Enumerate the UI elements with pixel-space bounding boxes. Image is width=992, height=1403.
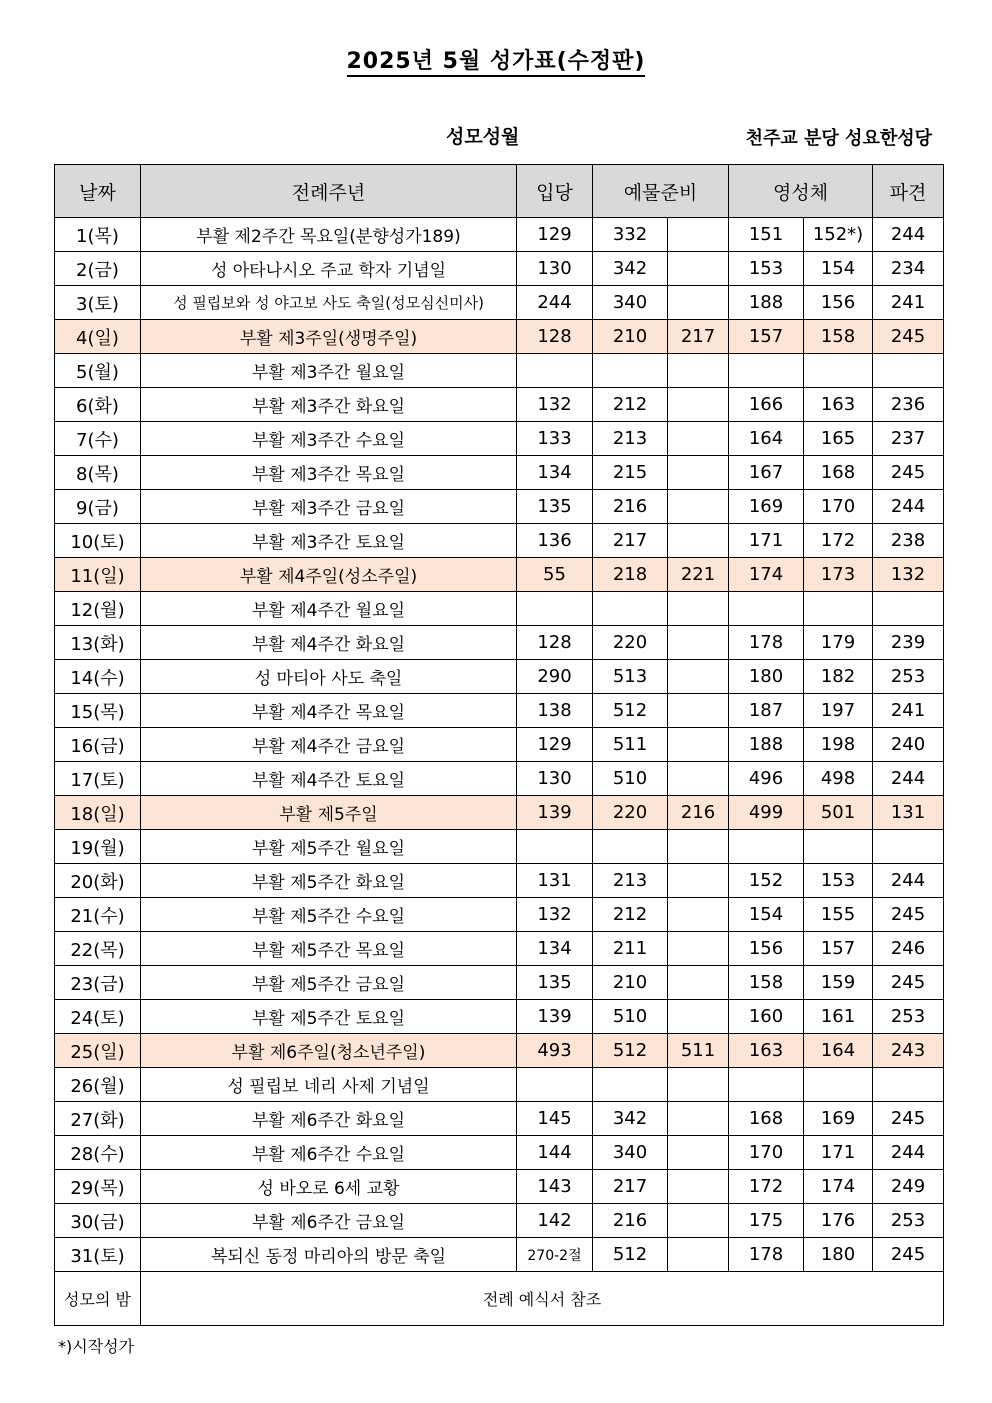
offertory-cell-2	[668, 456, 729, 490]
date-cell: 8(목)	[55, 456, 141, 490]
header-dismissal: 파견	[873, 165, 944, 218]
communion-cell-2: 198	[804, 728, 873, 762]
date-cell: 4(일)	[55, 320, 141, 354]
communion-cell-2: 182	[804, 660, 873, 694]
date-cell: 24(토)	[55, 1000, 141, 1034]
liturgy-cell: 부활 제4주간 월요일	[141, 592, 517, 626]
communion-cell-2: 173	[804, 558, 873, 592]
table-row	[55, 354, 944, 388]
date-cell: 6(화)	[55, 388, 141, 422]
offertory-cell-1	[593, 1068, 668, 1102]
table-row	[55, 626, 944, 660]
offertory-cell-1: 511	[593, 728, 668, 762]
entrance-cell: 128	[517, 320, 593, 354]
liturgy-cell: 부활 제5주간 토요일	[141, 1000, 517, 1034]
offertory-cell-2	[668, 354, 729, 388]
date-cell: 9(금)	[55, 490, 141, 524]
table-row	[55, 1034, 944, 1068]
offertory-cell-2	[668, 728, 729, 762]
liturgy-cell: 부활 제5주일	[141, 796, 517, 830]
table-row	[55, 1102, 944, 1136]
entrance-cell	[517, 592, 593, 626]
liturgy-cell: 성 필립보와 성 야고보 사도 축일(성모심신미사)	[141, 286, 517, 320]
entrance-cell	[517, 1068, 593, 1102]
offertory-cell-2: 217	[668, 320, 729, 354]
footer-text: 전례 예식서 참조	[141, 1272, 944, 1326]
dismissal-cell: 245	[873, 320, 944, 354]
date-cell: 29(목)	[55, 1170, 141, 1204]
communion-cell-2: 152*)	[804, 218, 873, 252]
communion-cell-2: 498	[804, 762, 873, 796]
date-cell: 1(목)	[55, 218, 141, 252]
dismissal-cell	[873, 1068, 944, 1102]
liturgy-cell: 부활 제3주간 금요일	[141, 490, 517, 524]
communion-cell-1	[729, 592, 804, 626]
dismissal-cell: 243	[873, 1034, 944, 1068]
offertory-cell-2	[668, 388, 729, 422]
footer-label: 성모의 밤	[55, 1272, 141, 1326]
table-row	[55, 660, 944, 694]
offertory-cell-1: 212	[593, 388, 668, 422]
offertory-cell-2	[668, 524, 729, 558]
communion-cell-2: 179	[804, 626, 873, 660]
dismissal-cell: 253	[873, 1204, 944, 1238]
header-offertory: 예물준비	[593, 165, 729, 218]
offertory-cell-1: 513	[593, 660, 668, 694]
communion-cell-1: 499	[729, 796, 804, 830]
date-cell: 31(토)	[55, 1238, 141, 1272]
offertory-cell-2	[668, 1000, 729, 1034]
liturgy-cell: 부활 제3주간 화요일	[141, 388, 517, 422]
communion-cell-1: 178	[729, 1238, 804, 1272]
title-text: 2025년 5월 성가표(수정판)	[347, 49, 646, 77]
offertory-cell-2: 511	[668, 1034, 729, 1068]
offertory-cell-1: 213	[593, 422, 668, 456]
table-row	[55, 728, 944, 762]
table-row	[55, 286, 944, 320]
offertory-cell-1: 217	[593, 1170, 668, 1204]
table-row	[55, 490, 944, 524]
offertory-cell-1: 212	[593, 898, 668, 932]
date-cell: 14(수)	[55, 660, 141, 694]
offertory-cell-1	[593, 354, 668, 388]
communion-cell-2: 168	[804, 456, 873, 490]
dismissal-cell	[873, 830, 944, 864]
dismissal-cell: 244	[873, 218, 944, 252]
dismissal-cell: 245	[873, 898, 944, 932]
dismissal-cell: 239	[873, 626, 944, 660]
communion-cell-2: 180	[804, 1238, 873, 1272]
dismissal-cell: 237	[873, 422, 944, 456]
date-cell: 3(토)	[55, 286, 141, 320]
table-row	[55, 898, 944, 932]
dismissal-cell: 241	[873, 694, 944, 728]
date-cell: 26(월)	[55, 1068, 141, 1102]
offertory-cell-1: 510	[593, 1000, 668, 1034]
date-cell: 22(목)	[55, 932, 141, 966]
date-cell: 21(수)	[55, 898, 141, 932]
entrance-cell: 133	[517, 422, 593, 456]
dismissal-cell: 253	[873, 1000, 944, 1034]
hymn-schedule-table	[54, 164, 944, 1326]
communion-cell-1: 169	[729, 490, 804, 524]
offertory-cell-1: 220	[593, 796, 668, 830]
date-cell: 18(일)	[55, 796, 141, 830]
liturgy-cell: 부활 제3주일(생명주일)	[141, 320, 517, 354]
table-row	[55, 796, 944, 830]
entrance-cell	[517, 354, 593, 388]
header-date: 날짜	[55, 165, 141, 218]
communion-cell-1: 163	[729, 1034, 804, 1068]
table-row	[55, 1170, 944, 1204]
dismissal-cell: 246	[873, 932, 944, 966]
offertory-cell-2	[668, 422, 729, 456]
date-cell: 28(수)	[55, 1136, 141, 1170]
offertory-cell-1: 342	[593, 252, 668, 286]
table-row	[55, 864, 944, 898]
dismissal-cell: 244	[873, 762, 944, 796]
date-cell: 23(금)	[55, 966, 141, 1000]
offertory-cell-2	[668, 898, 729, 932]
entrance-cell: 143	[517, 1170, 593, 1204]
date-cell: 16(금)	[55, 728, 141, 762]
liturgy-cell: 부활 제6주간 화요일	[141, 1102, 517, 1136]
entrance-cell: 131	[517, 864, 593, 898]
offertory-cell-1: 512	[593, 1238, 668, 1272]
entrance-cell: 130	[517, 762, 593, 796]
liturgy-cell: 부활 제3주간 토요일	[141, 524, 517, 558]
offertory-cell-2	[668, 864, 729, 898]
header-communion: 영성체	[729, 165, 873, 218]
dismissal-cell: 244	[873, 490, 944, 524]
communion-cell-2: 159	[804, 966, 873, 1000]
communion-cell-2	[804, 1068, 873, 1102]
liturgy-cell: 부활 제5주간 수요일	[141, 898, 517, 932]
entrance-cell: 55	[517, 558, 593, 592]
footnote: *)시작성가	[58, 1337, 135, 1356]
liturgy-cell: 성 바오로 6세 교황	[141, 1170, 517, 1204]
communion-cell-1: 157	[729, 320, 804, 354]
liturgy-cell: 부활 제4주간 목요일	[141, 694, 517, 728]
communion-cell-2: 197	[804, 694, 873, 728]
communion-cell-1: 156	[729, 932, 804, 966]
offertory-cell-1: 340	[593, 286, 668, 320]
table-row	[55, 1068, 944, 1102]
communion-cell-2: 153	[804, 864, 873, 898]
table-row	[55, 1204, 944, 1238]
communion-cell-1: 172	[729, 1170, 804, 1204]
offertory-cell-2	[668, 932, 729, 966]
communion-cell-2: 158	[804, 320, 873, 354]
date-cell: 7(수)	[55, 422, 141, 456]
offertory-cell-2	[668, 592, 729, 626]
table-row	[55, 456, 944, 490]
offertory-cell-1: 210	[593, 966, 668, 1000]
offertory-cell-2	[668, 1102, 729, 1136]
offertory-cell-1: 342	[593, 1102, 668, 1136]
communion-cell-2	[804, 592, 873, 626]
liturgy-cell: 부활 제2주간 목요일(분향성가189)	[141, 218, 517, 252]
entrance-cell: 290	[517, 660, 593, 694]
offertory-cell-2	[668, 218, 729, 252]
entrance-cell: 134	[517, 456, 593, 490]
table-row	[55, 592, 944, 626]
offertory-cell-1: 340	[593, 1136, 668, 1170]
entrance-cell: 139	[517, 1000, 593, 1034]
communion-cell-1: 151	[729, 218, 804, 252]
communion-cell-1: 180	[729, 660, 804, 694]
offertory-cell-1: 510	[593, 762, 668, 796]
communion-cell-2: 171	[804, 1136, 873, 1170]
entrance-cell: 270-2절	[517, 1238, 593, 1272]
table-row	[55, 558, 944, 592]
table-row	[55, 320, 944, 354]
church-name: 천주교 분당 성요한성당	[745, 128, 932, 149]
entrance-cell: 139	[517, 796, 593, 830]
table-row	[55, 218, 944, 252]
communion-cell-1	[729, 1068, 804, 1102]
communion-cell-1: 154	[729, 898, 804, 932]
offertory-cell-1: 512	[593, 1034, 668, 1068]
offertory-cell-2	[668, 1170, 729, 1204]
liturgy-cell: 부활 제5주간 화요일	[141, 864, 517, 898]
communion-cell-2: 156	[804, 286, 873, 320]
dismissal-cell	[873, 592, 944, 626]
date-cell: 30(금)	[55, 1204, 141, 1238]
table-row	[55, 966, 944, 1000]
offertory-cell-1: 220	[593, 626, 668, 660]
date-cell: 12(월)	[55, 592, 141, 626]
offertory-cell-2: 221	[668, 558, 729, 592]
liturgy-cell: 부활 제6주간 수요일	[141, 1136, 517, 1170]
offertory-cell-1: 512	[593, 694, 668, 728]
dismissal-cell: 234	[873, 252, 944, 286]
offertory-cell-1: 213	[593, 864, 668, 898]
dismissal-cell: 244	[873, 1136, 944, 1170]
entrance-cell: 135	[517, 490, 593, 524]
table-row	[55, 388, 944, 422]
offertory-cell-2: 216	[668, 796, 729, 830]
communion-cell-2: 169	[804, 1102, 873, 1136]
dismissal-cell	[873, 354, 944, 388]
entrance-cell: 138	[517, 694, 593, 728]
entrance-cell: 144	[517, 1136, 593, 1170]
liturgy-cell: 부활 제3주간 목요일	[141, 456, 517, 490]
communion-cell-1: 153	[729, 252, 804, 286]
liturgy-cell: 부활 제3주간 수요일	[141, 422, 517, 456]
offertory-cell-1: 216	[593, 1204, 668, 1238]
communion-cell-2: 161	[804, 1000, 873, 1034]
dismissal-cell: 245	[873, 1238, 944, 1272]
table-row	[55, 694, 944, 728]
liturgy-cell: 부활 제5주간 금요일	[141, 966, 517, 1000]
header-row	[55, 165, 944, 218]
entrance-cell: 136	[517, 524, 593, 558]
communion-cell-2: 501	[804, 796, 873, 830]
offertory-cell-2	[668, 966, 729, 1000]
header-liturgy: 전례주년	[141, 165, 517, 218]
dismissal-cell: 241	[873, 286, 944, 320]
date-cell: 15(목)	[55, 694, 141, 728]
communion-cell-1: 166	[729, 388, 804, 422]
entrance-cell: 129	[517, 218, 593, 252]
liturgy-cell: 부활 제5주간 목요일	[141, 932, 517, 966]
dismissal-cell: 253	[873, 660, 944, 694]
offertory-cell-2	[668, 490, 729, 524]
entrance-cell: 132	[517, 898, 593, 932]
offertory-cell-1: 218	[593, 558, 668, 592]
date-cell: 19(월)	[55, 830, 141, 864]
dismissal-cell: 245	[873, 1102, 944, 1136]
table-row	[55, 252, 944, 286]
communion-cell-2: 170	[804, 490, 873, 524]
dismissal-cell: 132	[873, 558, 944, 592]
date-cell: 13(화)	[55, 626, 141, 660]
communion-cell-1	[729, 830, 804, 864]
communion-cell-2: 174	[804, 1170, 873, 1204]
communion-cell-2: 163	[804, 388, 873, 422]
communion-cell-1	[729, 354, 804, 388]
liturgy-cell: 부활 제4주간 화요일	[141, 626, 517, 660]
dismissal-cell: 240	[873, 728, 944, 762]
entrance-cell: 142	[517, 1204, 593, 1238]
communion-cell-1: 152	[729, 864, 804, 898]
liturgy-cell: 성 필립보 네리 사제 기념일	[141, 1068, 517, 1102]
table-row	[55, 422, 944, 456]
entrance-cell: 128	[517, 626, 593, 660]
dismissal-cell: 131	[873, 796, 944, 830]
communion-cell-1: 171	[729, 524, 804, 558]
communion-cell-2: 154	[804, 252, 873, 286]
table-row	[55, 932, 944, 966]
communion-cell-1: 170	[729, 1136, 804, 1170]
liturgy-cell: 복되신 동정 마리아의 방문 축일	[141, 1238, 517, 1272]
offertory-cell-2	[668, 762, 729, 796]
offertory-cell-1: 217	[593, 524, 668, 558]
offertory-cell-2	[668, 1238, 729, 1272]
communion-cell-1: 188	[729, 728, 804, 762]
dismissal-cell: 245	[873, 966, 944, 1000]
date-cell: 17(토)	[55, 762, 141, 796]
offertory-cell-2	[668, 694, 729, 728]
offertory-cell-1	[593, 830, 668, 864]
date-cell: 10(토)	[55, 524, 141, 558]
date-cell: 11(일)	[55, 558, 141, 592]
liturgy-cell: 성 아타나시오 주교 학자 기념일	[141, 252, 517, 286]
communion-cell-1: 174	[729, 558, 804, 592]
offertory-cell-1: 216	[593, 490, 668, 524]
communion-cell-1: 160	[729, 1000, 804, 1034]
communion-cell-1: 164	[729, 422, 804, 456]
offertory-cell-2	[668, 252, 729, 286]
offertory-cell-1: 215	[593, 456, 668, 490]
liturgy-cell: 부활 제4주간 토요일	[141, 762, 517, 796]
table-row	[55, 830, 944, 864]
communion-cell-1: 178	[729, 626, 804, 660]
offertory-cell-2	[668, 660, 729, 694]
dismissal-cell: 238	[873, 524, 944, 558]
liturgy-cell: 성 마티아 사도 축일	[141, 660, 517, 694]
footer-row	[55, 1272, 944, 1326]
communion-cell-2: 165	[804, 422, 873, 456]
liturgy-cell: 부활 제3주간 월요일	[141, 354, 517, 388]
communion-cell-2: 164	[804, 1034, 873, 1068]
table-row	[55, 762, 944, 796]
communion-cell-2: 157	[804, 932, 873, 966]
communion-cell-1: 158	[729, 966, 804, 1000]
date-cell: 27(화)	[55, 1102, 141, 1136]
liturgy-cell: 부활 제6주일(청소년주일)	[141, 1034, 517, 1068]
page-title	[0, 44, 992, 75]
date-cell: 20(화)	[55, 864, 141, 898]
table-row	[55, 1238, 944, 1272]
offertory-cell-1	[593, 592, 668, 626]
communion-cell-2	[804, 354, 873, 388]
date-cell: 2(금)	[55, 252, 141, 286]
communion-cell-1: 187	[729, 694, 804, 728]
entrance-cell: 493	[517, 1034, 593, 1068]
schedule-body	[55, 218, 944, 1272]
date-cell: 5(월)	[55, 354, 141, 388]
offertory-cell-2	[668, 1136, 729, 1170]
entrance-cell	[517, 830, 593, 864]
dismissal-cell: 236	[873, 388, 944, 422]
offertory-cell-2	[668, 286, 729, 320]
entrance-cell: 135	[517, 966, 593, 1000]
liturgy-cell: 부활 제6주간 금요일	[141, 1204, 517, 1238]
liturgy-cell: 부활 제5주간 월요일	[141, 830, 517, 864]
entrance-cell: 130	[517, 252, 593, 286]
dismissal-cell: 249	[873, 1170, 944, 1204]
entrance-cell: 129	[517, 728, 593, 762]
communion-cell-2: 176	[804, 1204, 873, 1238]
entrance-cell: 134	[517, 932, 593, 966]
communion-cell-1: 175	[729, 1204, 804, 1238]
offertory-cell-2	[668, 626, 729, 660]
dismissal-cell: 245	[873, 456, 944, 490]
dismissal-cell: 244	[873, 864, 944, 898]
date-cell: 25(일)	[55, 1034, 141, 1068]
liturgy-cell: 부활 제4주일(성소주일)	[141, 558, 517, 592]
table-row	[55, 1136, 944, 1170]
offertory-cell-2	[668, 830, 729, 864]
offertory-cell-2	[668, 1204, 729, 1238]
month-theme: 성모성월	[446, 126, 520, 148]
entrance-cell: 132	[517, 388, 593, 422]
entrance-cell: 145	[517, 1102, 593, 1136]
communion-cell-1: 168	[729, 1102, 804, 1136]
offertory-cell-2	[668, 1068, 729, 1102]
offertory-cell-1: 211	[593, 932, 668, 966]
communion-cell-1: 496	[729, 762, 804, 796]
liturgy-cell: 부활 제4주간 금요일	[141, 728, 517, 762]
table-row	[55, 1000, 944, 1034]
entrance-cell: 244	[517, 286, 593, 320]
offertory-cell-1: 210	[593, 320, 668, 354]
communion-cell-2: 155	[804, 898, 873, 932]
table-row	[55, 524, 944, 558]
offertory-cell-1: 332	[593, 218, 668, 252]
header-entrance: 입당	[517, 165, 593, 218]
communion-cell-2	[804, 830, 873, 864]
communion-cell-2: 172	[804, 524, 873, 558]
communion-cell-1: 188	[729, 286, 804, 320]
communion-cell-1: 167	[729, 456, 804, 490]
